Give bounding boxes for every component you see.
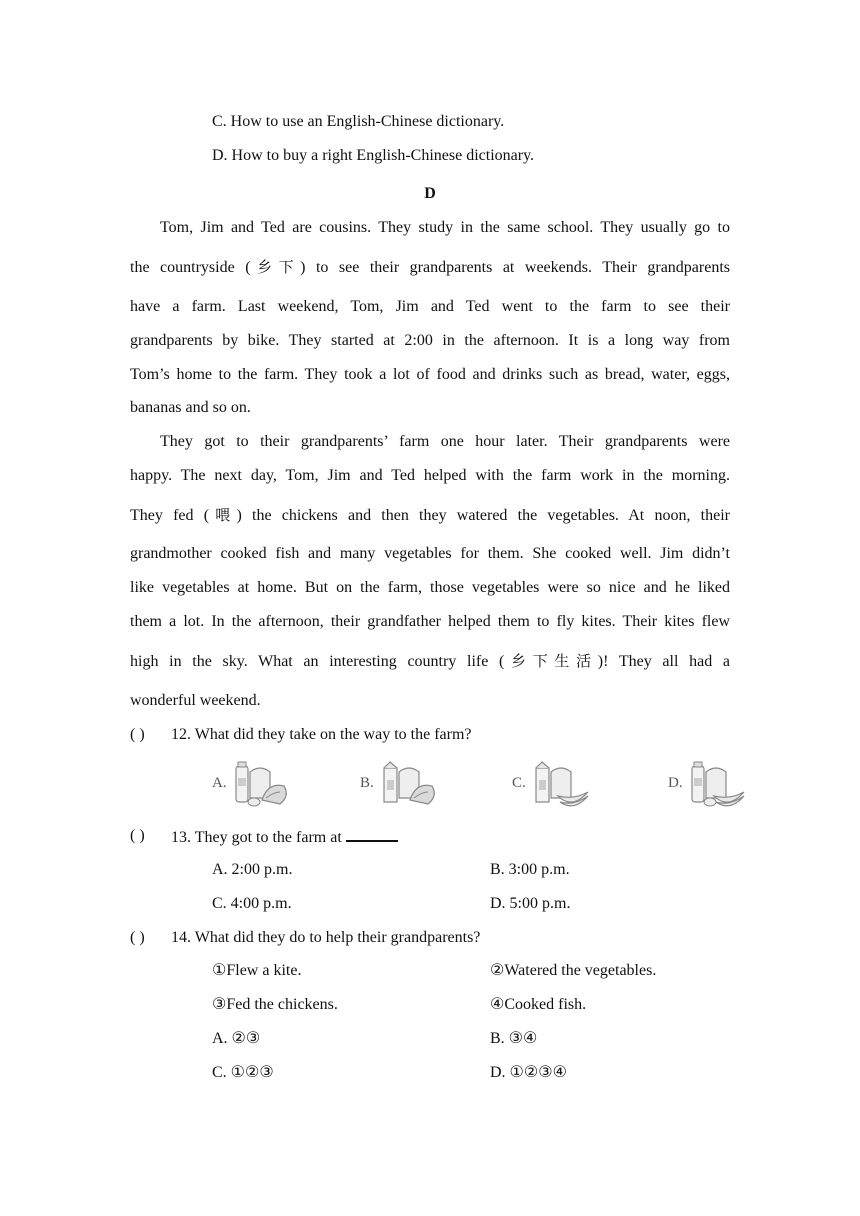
passage-line: happy. The next day, Tom, Jim and Ted helped with the farm work in the morning. <box>130 467 730 484</box>
question-13-option-c[interactable]: C. 4:00 p.m. <box>212 895 292 912</box>
passage-line: have a farm. Last weekend, Tom, Jim and Ted went to the farm to see their <box>130 298 730 315</box>
option-letter: A. <box>212 775 227 791</box>
question-13-option-d[interactable]: D. 5:00 p.m. <box>490 895 571 912</box>
question-13-option-a[interactable]: A. 2:00 p.m. <box>212 861 293 878</box>
question-12-option-c[interactable] <box>512 760 602 810</box>
passage-line: grandmother cooked fish and many vegetables for them. She cooked well. Jim didn’t <box>130 545 730 562</box>
passage-line: wonderful weekend. <box>130 692 261 709</box>
question-12-option-a[interactable] <box>212 760 302 810</box>
passage-text: the countryside ( <box>130 259 251 276</box>
passage-line: grandparents by bike. They started at 2:00 in the afternoon. It is a long way from <box>130 332 730 349</box>
bottle-bread-bananas-icon <box>688 760 748 808</box>
question-14-option-b[interactable]: B. ③④ <box>490 1030 538 1047</box>
bottle-bread-vegetables-icon <box>232 760 292 808</box>
passage-line: bananas and so on. <box>130 399 251 416</box>
question-13-option-b[interactable]: B. 3:00 p.m. <box>490 861 570 878</box>
question-14-item-3: ③Fed the chickens. <box>212 996 338 1013</box>
passage-line: Tom, Jim and Ted are cousins. They study in the same school. They usually go to <box>160 219 730 236</box>
passage-line: like vegetables at home. But on the farm, those vegetables were so nice and he liked <box>130 579 730 596</box>
passage-line <box>130 505 730 526</box>
passage-text: ) the chickens and then they watered the vegetables. At noon, their <box>236 507 730 524</box>
milk-bread-vegetables-icon <box>380 760 440 808</box>
answer-paren[interactable]: ( ) <box>130 929 145 946</box>
answer-paren[interactable]: ( ) <box>130 726 145 743</box>
question-14-item-1: ①Flew a kite. <box>212 962 302 979</box>
question-12-stem: 12. What did they take on the way to the farm? <box>171 726 472 743</box>
question-12-option-b[interactable] <box>360 760 450 810</box>
passage-line <box>130 651 730 672</box>
question-13-text: 13. They got to the farm at <box>171 829 342 846</box>
chinese-gloss: 乡下生活 <box>504 652 598 670</box>
question-14-stem: 14. What did they do to help their grandparents? <box>171 929 481 946</box>
option-letter: B. <box>360 775 374 791</box>
answer-paren[interactable]: ( ) <box>130 827 145 844</box>
chinese-gloss: 喂 <box>209 506 237 524</box>
option-letter: C. <box>512 775 526 791</box>
passage-line <box>130 257 730 278</box>
passage-text: They fed ( <box>130 507 210 524</box>
passage-text: ) to see their grandparents at weekends. Their grandparents <box>300 259 730 276</box>
question-14-option-a[interactable]: A. ②③ <box>212 1030 261 1047</box>
option-letter: D. <box>668 775 683 791</box>
passage-text: high in the sky. What an interesting country life ( <box>130 653 505 670</box>
passage-line: Tom’s home to the farm. They took a lot of food and drinks such as bread, water, eggs, <box>130 366 730 383</box>
question-12-option-d[interactable] <box>668 760 758 810</box>
fill-blank <box>346 826 398 842</box>
passage-text: )! They all had a <box>597 653 730 670</box>
passage-line: They got to their grandparents’ farm one hour later. Their grandparents were <box>160 433 730 450</box>
prev-option-d: D. How to buy a right English-Chinese dictionary. <box>212 147 535 164</box>
passage-line: them a lot. In the afternoon, their grandfather helped them to fly kites. Their kites flew <box>130 613 730 630</box>
question-14-option-d[interactable]: D. ①②③④ <box>490 1064 567 1081</box>
question-13-stem <box>171 826 398 848</box>
prev-option-c: C. How to use an English-Chinese dictionary. <box>212 113 505 130</box>
question-14-item-4: ④Cooked fish. <box>490 996 587 1013</box>
chinese-gloss: 乡下 <box>250 258 301 276</box>
question-14-item-2: ②Watered the vegetables. <box>490 962 657 979</box>
milk-bread-bananas-icon <box>532 760 592 808</box>
section-title: D <box>424 185 436 202</box>
question-14-option-c[interactable]: C. ①②③ <box>212 1064 274 1081</box>
